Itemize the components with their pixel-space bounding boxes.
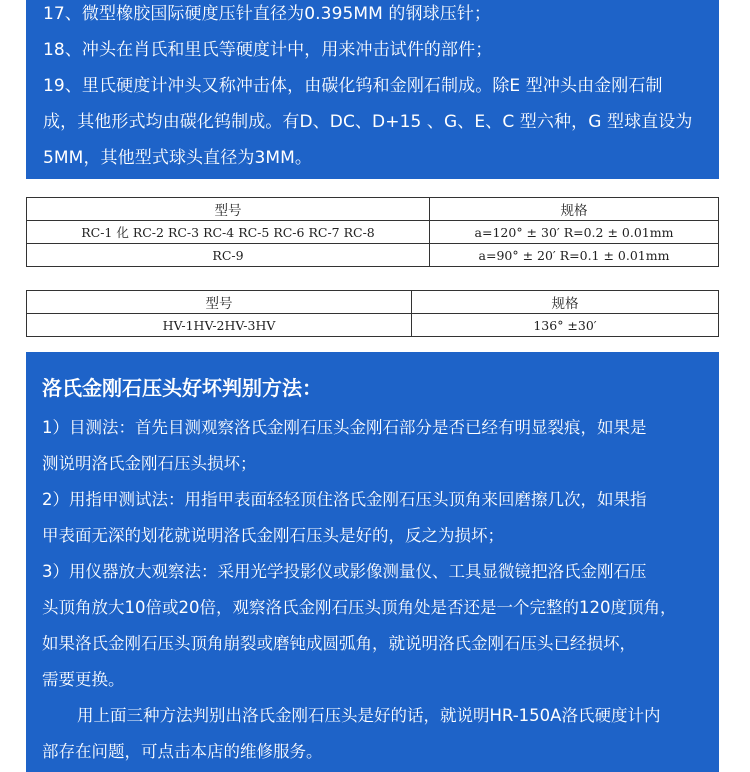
spec-cell: 136° ±30′ xyxy=(412,314,719,337)
table-row xyxy=(27,221,719,244)
spec-column-header: 规格 xyxy=(412,291,719,314)
closing-line: 用上面三种方法判别出洛氏金刚石压头是好的话，就说明HR-150A洛氏硬度计内 xyxy=(77,706,661,725)
method-panel xyxy=(26,352,719,772)
model-column-header: 型号 xyxy=(27,291,412,314)
method-line: 1）目测法：首先目测观察洛氏金刚石压头金刚石部分是否已经有明显裂痕，如果是 xyxy=(42,418,647,437)
rc-spec-table xyxy=(26,197,719,267)
table-row xyxy=(27,314,719,337)
model-cell: HV-1HV-2HV-3HV xyxy=(27,314,412,337)
method-line: 2）用指甲测试法：用指甲表面轻轻顶住洛氏金刚石压头顶角来回磨擦几次，如果指 xyxy=(42,490,647,509)
method-line: 如果洛氏金刚石压头顶角崩裂或磨钝成圆弧角，就说明洛氏金刚石压头已经损坏， xyxy=(42,634,636,653)
method-line: 头顶角放大10倍或20倍，观察洛氏金刚石压头顶角处是否还是一个完整的120度顶角， xyxy=(42,598,677,617)
intro-line: 5MM，其他型式球头直径为3MM。 xyxy=(43,148,313,168)
method-heading: 洛氏金刚石压头好坏判别方法： xyxy=(42,376,322,400)
model-cell: RC-1 化 RC-2 RC-3 RC-4 RC-5 RC-6 RC-7 RC-8 xyxy=(27,221,430,244)
spec-cell: a=120° ± 30′ R=0.2 ± 0.01mm xyxy=(430,221,719,244)
method-line: 需要更换。 xyxy=(42,670,125,689)
spec-cell: a=90° ± 20′ R=0.1 ± 0.01mm xyxy=(430,244,719,267)
method-line: 测说明洛氏金刚石压头损坏； xyxy=(42,454,257,473)
spec-column-header: 规格 xyxy=(430,198,719,221)
method-line: 3）用仪器放大观察法：采用光学投影仪或影像测量仪、工具显微镜把洛氏金刚石压 xyxy=(42,562,647,581)
model-cell: RC-9 xyxy=(27,244,430,267)
method-line: 甲表面无深的划花就说明洛氏金刚石压头是好的，反之为损坏； xyxy=(42,526,504,545)
closing-line: 部存在问题，可点击本店的维修服务。 xyxy=(42,742,323,761)
table-row xyxy=(27,244,719,267)
intro-line: 18、冲头在肖氏和里氏等硬度计中，用来冲击试件的部件； xyxy=(43,40,493,60)
intro-line: 17、微型橡胶国际硬度压针直径为0.395MM 的钢球压针； xyxy=(43,4,492,24)
intro-panel xyxy=(26,0,719,179)
table-header-row xyxy=(27,198,719,221)
intro-line: 19、里氏硬度计冲头又称冲击体，由碳化钨和金刚石制成。除E 型冲头由金刚石制 xyxy=(43,76,663,96)
intro-line: 成，其他形式均由碳化钨制成。有D、DC、D+15 、G、E、C 型六种，G 型球直设为 xyxy=(43,112,693,132)
model-column-header: 型号 xyxy=(27,198,430,221)
hv-spec-table xyxy=(26,290,719,337)
table-header-row xyxy=(27,291,719,314)
